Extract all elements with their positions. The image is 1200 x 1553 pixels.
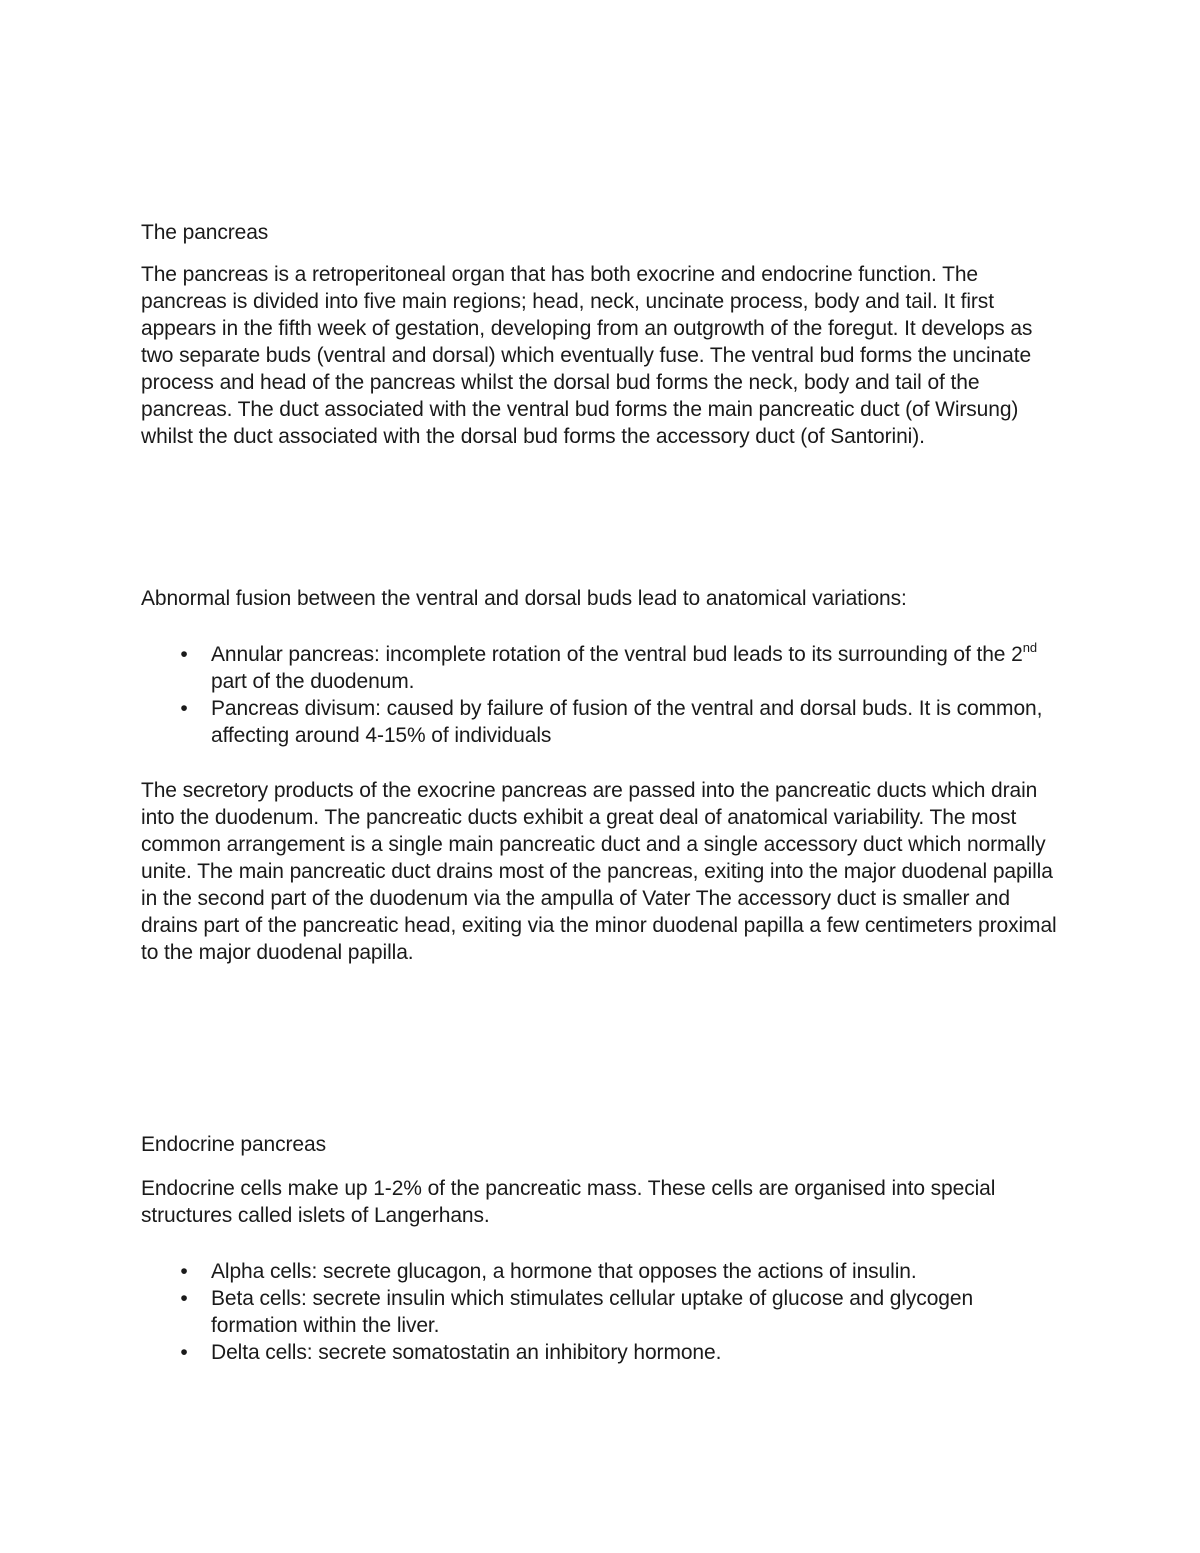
section-heading-pancreas: The pancreas	[141, 221, 269, 244]
list-item-text: Pancreas divisum: caused by failure of fusion of the ventral and dorsal buds. It is common, affecting around 4-15% of individuals	[211, 697, 1043, 747]
bullet-icon: •	[180, 697, 188, 720]
paragraph-abnormal-fusion-intro: Abnormal fusion between the ventral and dorsal buds lead to anatomical variations:	[141, 587, 907, 610]
list-anatomical-variations	[141, 641, 1061, 749]
list-item-text: Alpha cells: secrete glucagon, a hormone that opposes the actions of insulin.	[211, 1260, 917, 1283]
ordinal-suffix: nd	[1022, 640, 1037, 655]
list-item-text: Beta cells: secrete insulin which stimulates cellular uptake of glucose and glycogen formation within the liver.	[211, 1287, 974, 1337]
list-item-beta-cells	[141, 1285, 1061, 1339]
bullet-icon: •	[180, 1287, 188, 1310]
bullet-icon: •	[180, 1260, 188, 1283]
section-heading-endocrine: Endocrine pancreas	[141, 1133, 326, 1156]
list-item-text: Delta cells: secrete somatostatin an inhibitory hormone.	[211, 1341, 722, 1364]
list-item-text: Annular pancreas: incomplete rotation of the ventral bud leads to its surrounding of the 2	[211, 643, 1023, 666]
paragraph-endocrine-cells: Endocrine cells make up 1-2% of the pancreatic mass. These cells are organised into special structures called islets of Langerhans.	[141, 1177, 996, 1227]
list-item-text: part of the duodenum.	[211, 670, 415, 693]
paragraph-pancreas-overview: The pancreas is a retroperitoneal organ that has both exocrine and endocrine function. The pancreas is divided into five main regions; head, neck, uncinate process, body and tail. It first appears in the fifth week of gestation, developing from an outgrowth of the foregut. It develops as two separate buds (ventral and dorsal) which eventually fuse. The ventral bud forms the uncinate process and head of the pancreas whilst the dorsal bud forms the neck, body and tail of the pancreas. The duct associated with the ventral bud forms the main pancreatic duct (of Wirsung) whilst the duct associated with the dorsal bud forms the accessory duct (of Santorini).	[141, 263, 1033, 448]
list-item-alpha-cells	[141, 1258, 1061, 1285]
list-item-pancreas-divisum	[141, 695, 1061, 749]
list-item-delta-cells	[141, 1339, 1061, 1366]
bullet-icon: •	[180, 1341, 188, 1364]
list-item-annular-pancreas	[141, 641, 1061, 695]
paragraph-exocrine-ducts: The secretory products of the exocrine pancreas are passed into the pancreatic ducts which drain into the duodenum. The pancreatic ducts exhibit a great deal of anatomical variability. The most common arrangement is a single main pancreatic duct and a single accessory duct which normally unite. The main pancreatic duct drains most of the pancreas, exiting into the major duodenal papilla in the second part of the duodenum via the ampulla of Vater The accessory duct is smaller and drains part of the pancreatic head, exiting via the minor duodenal papilla a few centimeters proximal to the major duodenal papilla.	[141, 779, 1057, 964]
bullet-icon: •	[180, 643, 188, 666]
list-islet-cell-types	[141, 1258, 1061, 1366]
